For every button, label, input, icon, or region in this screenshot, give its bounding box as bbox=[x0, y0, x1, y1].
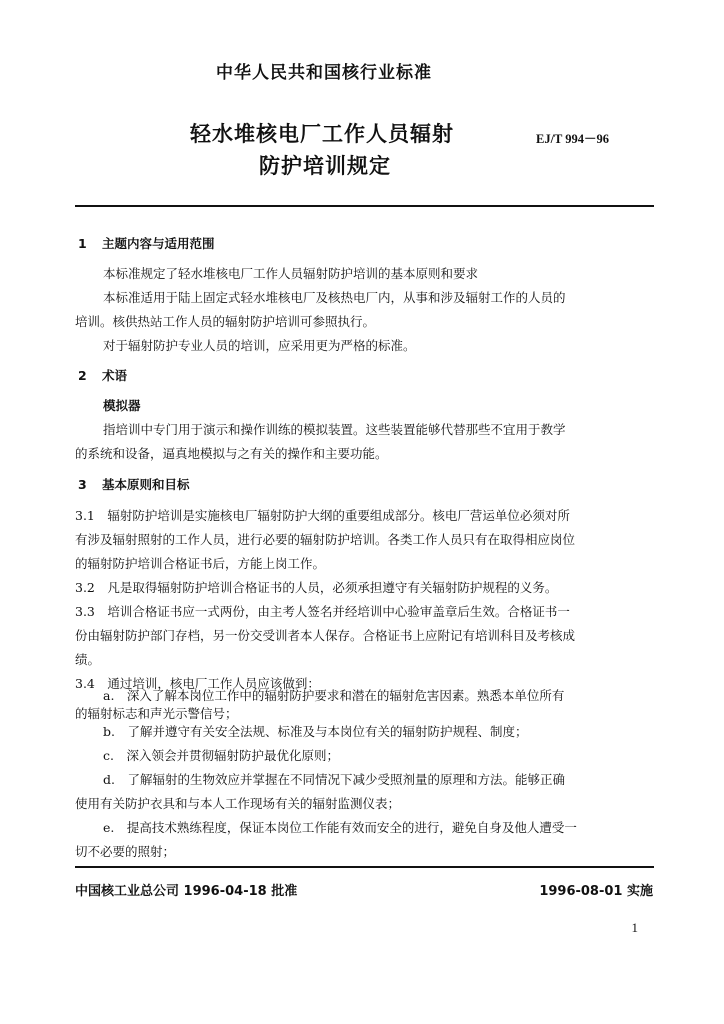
section-title: 术语 bbox=[102, 368, 128, 383]
list-item-e: e. 提高技术熟练程度，保证本岗位工作能有效而安全的进行，避免自身及他人遭受一 bbox=[103, 820, 577, 835]
paragraph-line: 3.1 辐射防护培训是实施核电厂辐射防护大纲的重要组成部分。核电厂营运单位必须对所 bbox=[75, 508, 570, 523]
section-number: 3 bbox=[78, 477, 87, 492]
paragraph-line: 绩。 bbox=[75, 652, 101, 667]
list-item-d: d. 了解辐射的生物效应并掌握在不同情况下减少受照剂量的原理和方法。能够正确 bbox=[103, 772, 565, 787]
paragraph-line: 份由辐射防护部门存档，另一份交受训者本人保存。合格证书上应附记有培训科目及考核成 bbox=[75, 628, 576, 643]
page-number: 1 bbox=[631, 920, 638, 935]
paragraph-line: 本标准规定了轻水堆核电厂工作人员辐射防护培训的基本原则和要求 bbox=[103, 266, 479, 281]
section-number: 2 bbox=[78, 368, 87, 383]
title-line-1: 轻水堆核电厂工作人员辐射 bbox=[190, 122, 454, 146]
paragraph-line: 的辐射标志和声光示警信号； bbox=[75, 706, 238, 721]
section-1-heading bbox=[78, 234, 215, 252]
document-header: 中华人民共和国核行业标准 bbox=[216, 63, 432, 83]
paragraph-line: 有涉及辐射照射的工作人员，进行必要的辐射防护培训。各类工作人员只有在取得相应岗位 bbox=[75, 532, 576, 547]
paragraph-line: 切不必要的照射； bbox=[75, 844, 176, 859]
paragraph-line: 3.3 培训合格证书应一式两份，由主考人签名并经培训中心验审盖章后生效。合格证书一 bbox=[75, 604, 570, 619]
section-title: 基本原则和目标 bbox=[102, 477, 190, 492]
list-item-a: a. 深入了解本岗位工作中的辐射防护要求和潜在的辐射危害因素。熟悉本单位所有 bbox=[103, 688, 565, 703]
standard-number: EJ/T 994－96 bbox=[536, 132, 610, 146]
section-2-heading bbox=[78, 366, 127, 384]
paragraph-line: 对于辐射防护专业人员的培训，应采用更为严格的标准。 bbox=[103, 338, 416, 353]
section-3-heading bbox=[78, 475, 190, 493]
list-item-b: b. 了解并遵守有关安全法规、标准及与本岗位有关的辐射防护规程、制度； bbox=[103, 724, 528, 739]
top-divider bbox=[75, 205, 654, 207]
bottom-divider bbox=[75, 866, 654, 868]
paragraph-line: 3.4 通过培训，核电厂工作人员应该做到： bbox=[75, 676, 320, 691]
paragraph-line: 3.2 凡是取得辐射防护培训合格证书的人员，必须承担遵守有关辐射防护规程的义务。 bbox=[75, 580, 558, 595]
effective-date: 1996-08-01 实施 bbox=[539, 884, 653, 899]
paragraph-line: 的系统和设备，逼真地模拟与之有关的操作和主要功能。 bbox=[75, 446, 388, 461]
list-item-c: c. 深入领会并贯彻辐射防护最优化原则； bbox=[103, 748, 339, 763]
paragraph-line: 培训。核供热站工作人员的辐射防护培训可参照执行。 bbox=[75, 314, 376, 329]
paragraph-line: 使用有关防护衣具和与本人工作现场有关的辐射监测仪表； bbox=[75, 796, 401, 811]
title-line-2: 防护培训规定 bbox=[259, 154, 391, 178]
term-name: 模拟器 bbox=[103, 398, 141, 413]
paragraph-line: 本标准适用于陆上固定式轻水堆核电厂及核热电厂内，从事和涉及辐射工作的人员的 bbox=[103, 290, 566, 305]
paragraph-line: 指培训中专门用于演示和操作训练的模拟装置。这些装置能够代替那些不宜用于教学 bbox=[103, 422, 566, 437]
section-number: 1 bbox=[78, 236, 87, 251]
paragraph-line: 的辐射防护培训合格证书后，方能上岗工作。 bbox=[75, 556, 326, 571]
section-title: 主题内容与适用范围 bbox=[102, 236, 215, 251]
approval-statement: 中国核工业总公司 1996-04-18 批准 bbox=[75, 884, 298, 899]
